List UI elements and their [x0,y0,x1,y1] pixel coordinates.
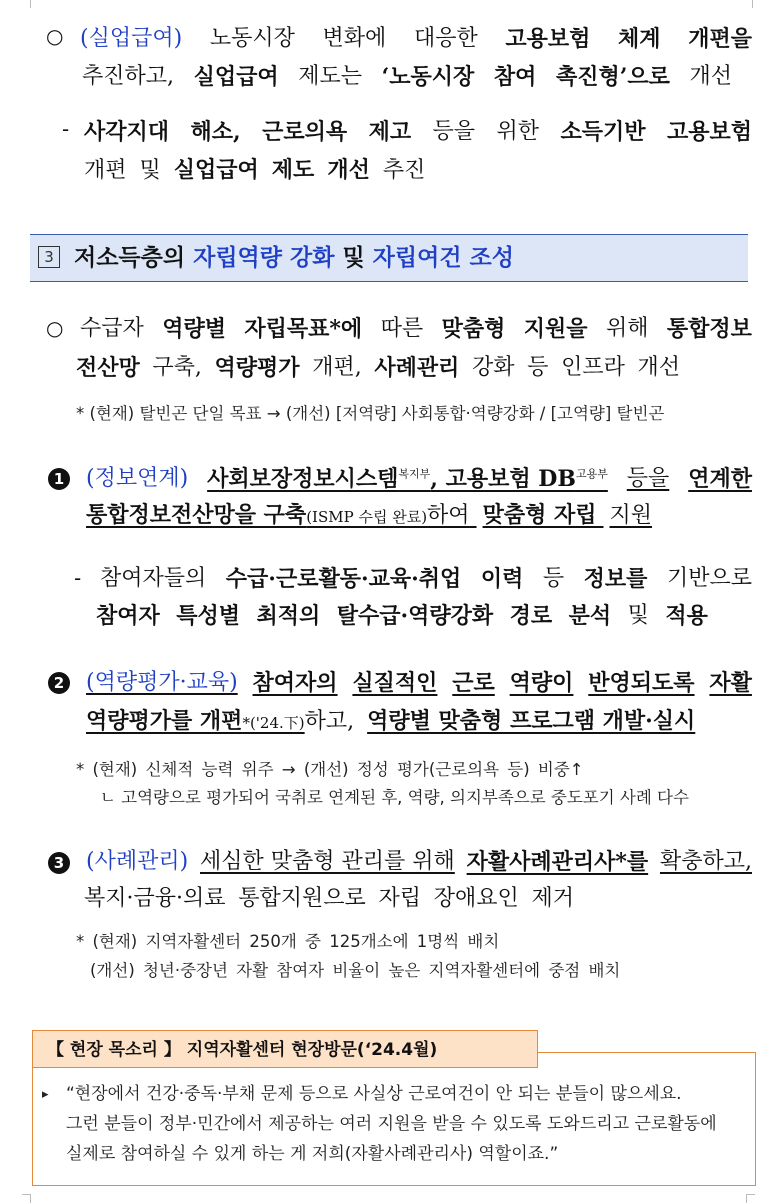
item-3-line-1: (사례관리) 세심한 맞춤형 관리를 위해 자활사례관리사*를 확충하고, [86,849,752,875]
page-corner-mark [22,1194,31,1203]
item-number-badge: 2 [48,672,70,694]
paragraph-2-line-2: 개편 및 실업급여 제도 개선 추진 [84,157,426,183]
circle-bullet: ○ [46,24,64,48]
item-3-line-2: 복지·금융·의료 통합지원으로 자립 장애요인 제거 [84,886,574,911]
paragraph-1-line-2: 추진하고, 실업급여 제도는 ‘노동시장 참여 촉진형’으로 개선 [82,64,732,90]
field-voice-line-3: 실제로 참여하실 수 있게 하는 게 저희(자활사례관리사) 역할이죠.” [66,1144,559,1164]
footnote: * (현재) 탈빈곤 단일 목표 → (개선) [저역량] 사회통합·역량강화 / [고역량] 탈빈곤 [76,404,665,423]
page-corner-mark [746,1194,755,1203]
paragraph-1-line-1: (실업급여) 노동시장 변화에 대응한 고용보험 체계 개편을 [80,26,752,52]
item-number-badge: 1 [48,468,70,490]
footnote-continuation: (개선) 청년·중장년 자활 참여자 비율이 높은 지역자활센터에 중점 배치 [90,961,621,980]
paragraph-3-line-2: 전산망 구축, 역량평가 개편, 사례관리 강화 등 인프라 개선 [76,355,680,381]
section-heading [30,234,748,282]
dash-bullet: - [62,117,70,141]
field-voice-line-1: “현장에서 건강·중독·부채 문제 등으로 사실상 근로여건이 안 되는 분들이 많으세요. [66,1084,682,1104]
paragraph-2-line-1: 사각지대 해소, 근로의욕 제고 등을 위한 소득기반 고용보험 [84,119,752,145]
item-number-badge: 3 [48,852,70,874]
item-1-line-2: 통합정보전산망을 구축(ISMP 수립 완료)하여 맞춤형 자립 지원 [86,502,652,528]
field-voice-line-2: 그런 분들이 정부·민간에서 제공하는 여러 지원을 받을 수 있도록 도와드리고 근로활동에 [66,1114,717,1134]
page-corner-mark [30,0,39,8]
paragraph-3-line-1: 수급자 역량별 자립목표*에 따른 맞춤형 지원을 위해 통합정보 [80,316,752,342]
item-2-line-2: 역량평가를 개편*('24.下)하고, 역량별 맞춤형 프로그램 개발·실시 [86,708,696,734]
page-corner-mark [744,0,753,8]
footnote-sub: ㄴ 고역량으로 평가되어 국취로 연계된 후, 역량, 의지부족으로 중도포기 사례 다수 [100,788,689,807]
item-1-line-1: (정보연계) 사회보장정보시스템$^{복지부}$, 고용보험 $DB^{고용부}$ 등을 연계한 [86,466,752,492]
item-2-line-1: (역량평가·교육) 참여자의 실질적인 근로 역량이 반영되도록 자활 [86,670,752,696]
sub-1-line-1: 참여자들의 수급·근로활동·교육·취업 이력 등 정보를 기반으로 [100,566,752,592]
section-number: 3 [38,246,60,268]
footnote: * (현재) 신체적 능력 위주 → (개선) 정성 평가(근로의욕 등) 비중↑ [76,760,584,779]
sub-1-line-2: 참여자 특성별 최적의 탈수급·역량강화 경로 분석 및 적용 [96,603,708,629]
triangle-marker-icon: ▸ [42,1087,49,1102]
field-voice-title: 【 현장 목소리 】 지역자활센터 현장방문(‘24.4월) [32,1030,538,1068]
circle-bullet: ○ [46,316,64,340]
footnote: * (현재) 지역자활센터 250개 중 125개소에 1명씩 배치 [76,932,500,951]
dash-bullet: - [74,566,82,590]
section-title: 저소득층의 자립역량 강화 및 자립여건 조성 [74,245,514,271]
